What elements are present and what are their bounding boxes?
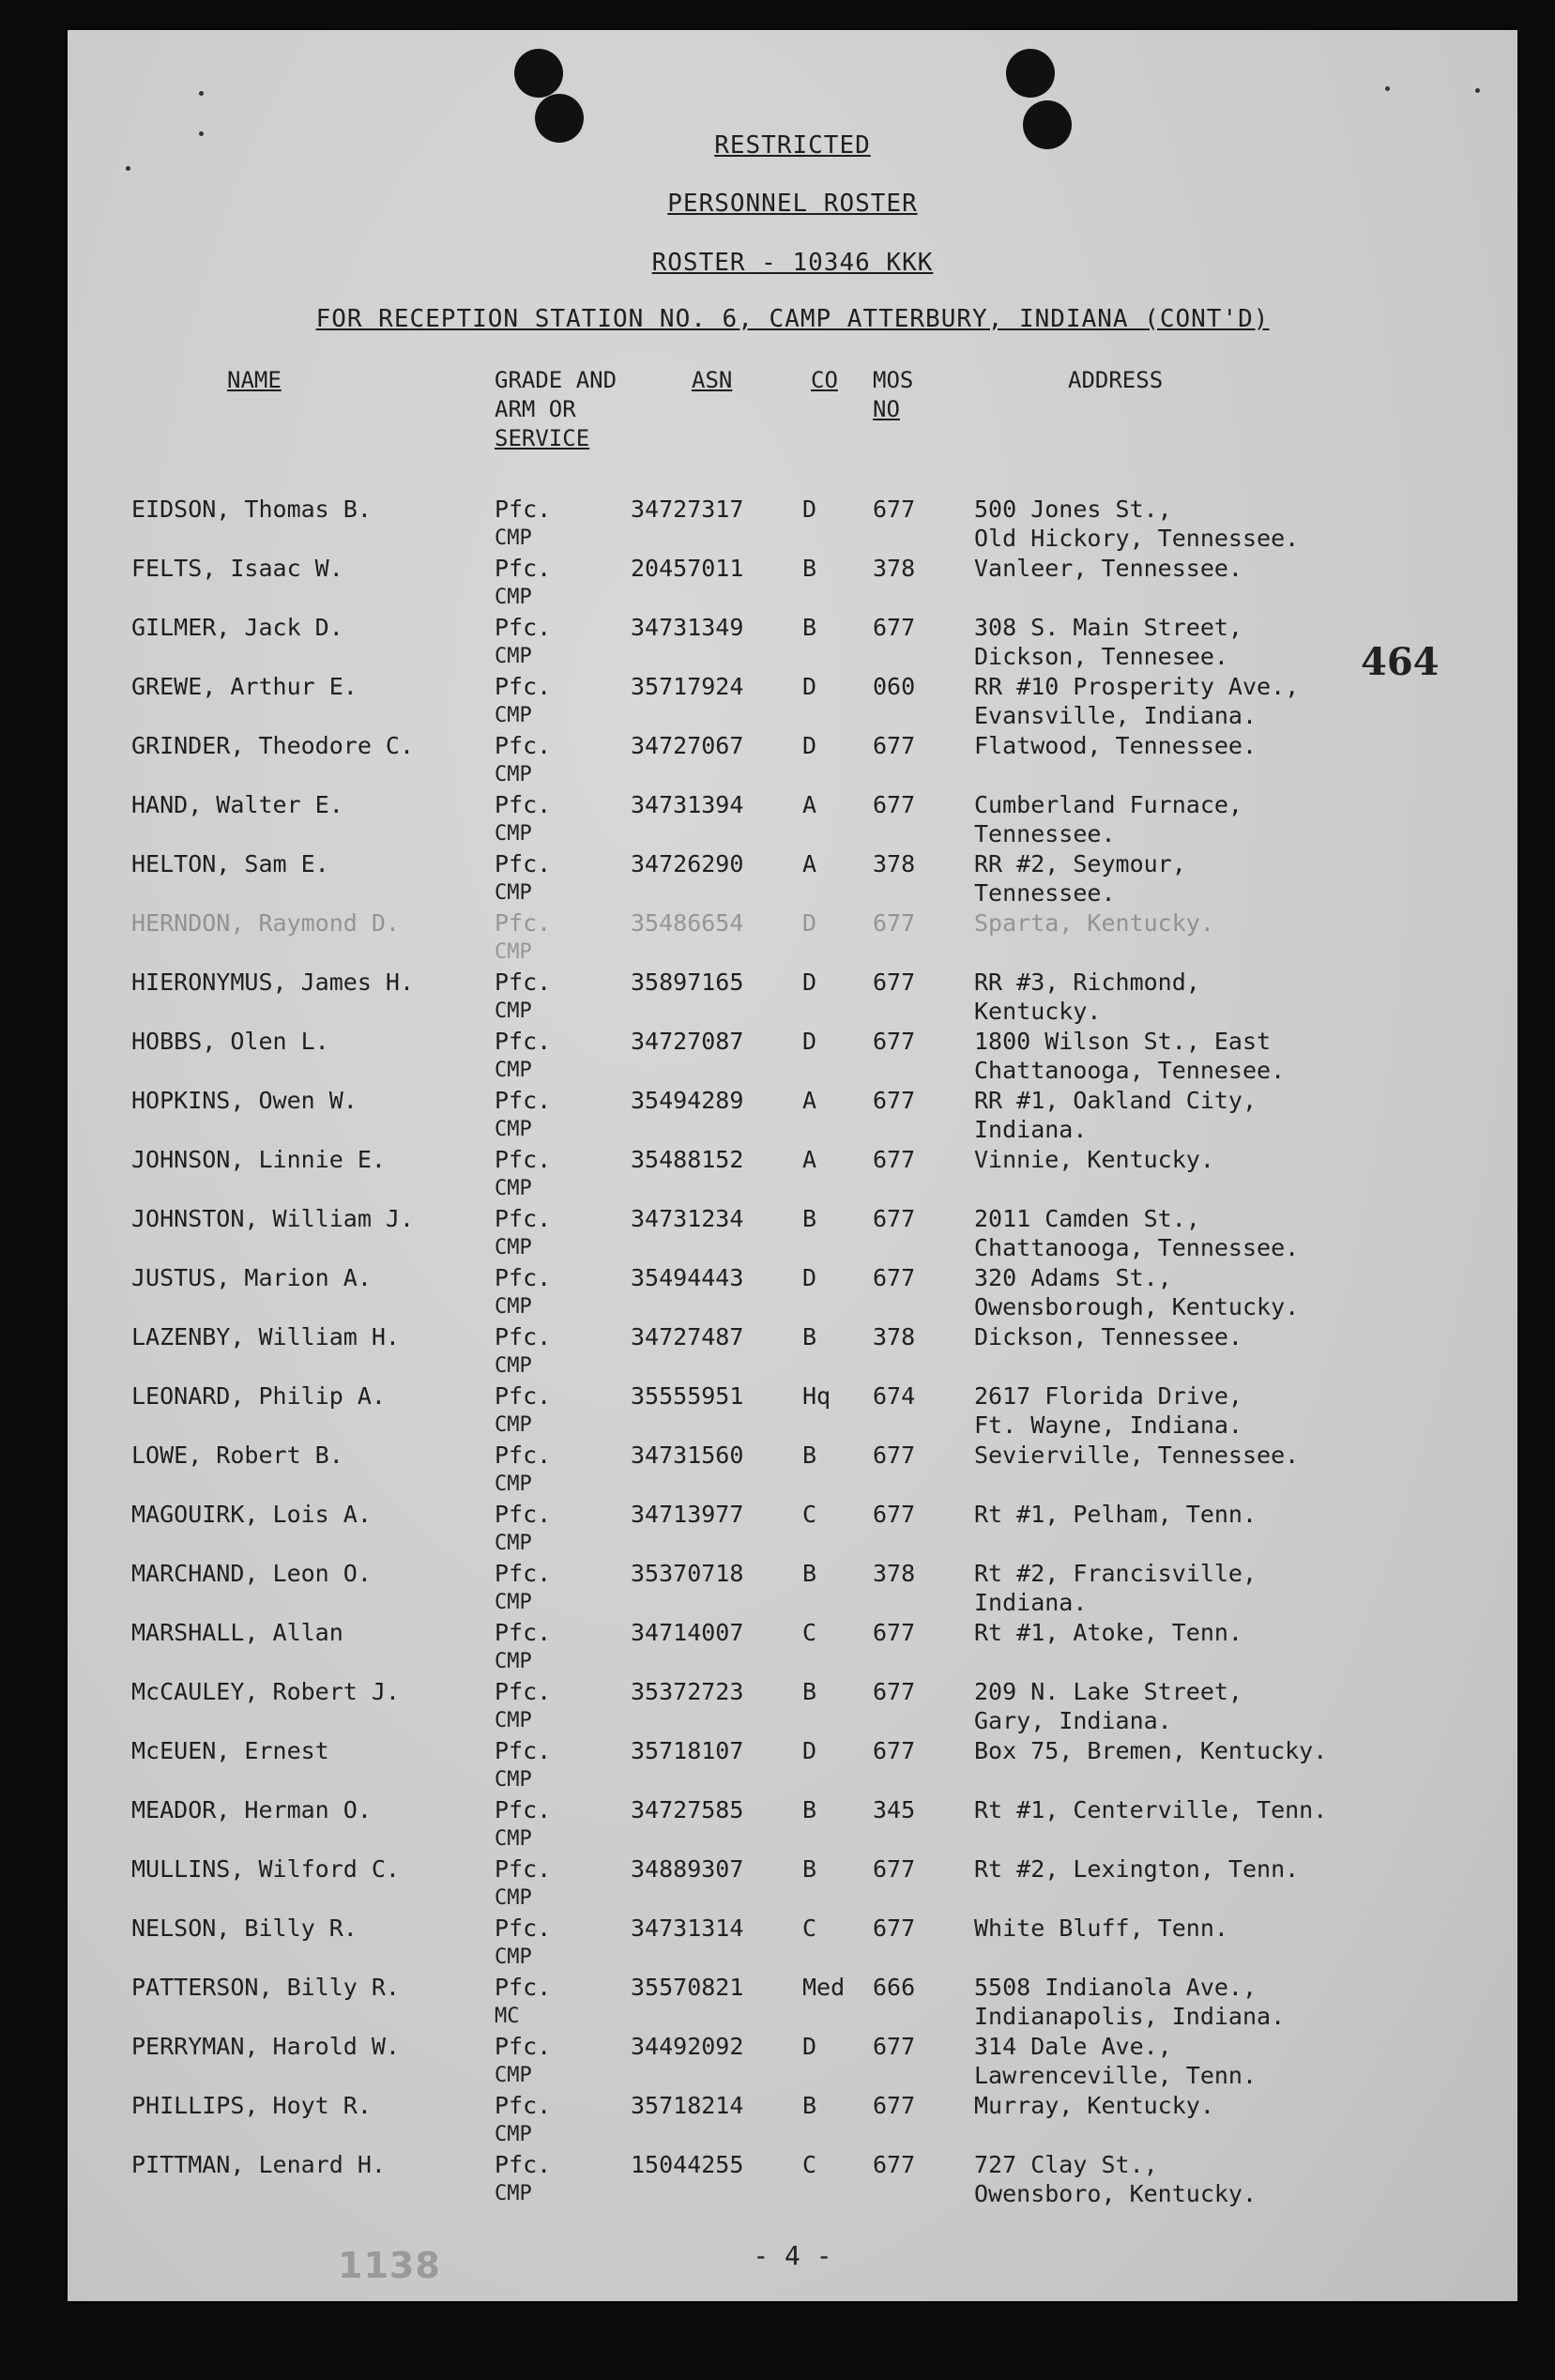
grade: Pfc. xyxy=(495,1974,552,2001)
col-grade-line2: ARM OR xyxy=(495,396,576,422)
address-line-1: Rt #1, Pelham, Tenn. xyxy=(974,1501,1258,1528)
arm-or-service: CMP xyxy=(495,1768,532,1792)
serial-number: 34726290 xyxy=(631,850,744,877)
person-name: JUSTUS, Marion A. xyxy=(131,1264,372,1291)
person-name: HOBBS, Olen L. xyxy=(131,1028,329,1055)
address-line-2: Old Hickory, Tennessee. xyxy=(974,525,1300,552)
grade: Pfc. xyxy=(495,1087,552,1114)
arm-or-service: CMP xyxy=(495,763,532,786)
arm-or-service: CMP xyxy=(495,2182,532,2205)
person-name: FELTS, Isaac W. xyxy=(131,555,343,582)
address-line-1: 209 N. Lake Street, xyxy=(974,1678,1242,1705)
company: D xyxy=(802,496,817,523)
address-line-1: 5508 Indianola Ave., xyxy=(974,1974,1258,2001)
roster-row xyxy=(68,1559,1517,1618)
mos-number: 674 xyxy=(873,1382,916,1410)
grade: Pfc. xyxy=(495,496,552,523)
roster-row xyxy=(68,731,1517,790)
mos-number: 677 xyxy=(873,1915,916,1942)
arm-or-service: CMP xyxy=(495,2123,532,2146)
mos-number: 677 xyxy=(873,1146,916,1173)
address-line-2: Ft. Wayne, Indiana. xyxy=(974,1411,1242,1439)
serial-number: 34714007 xyxy=(631,1619,744,1646)
address-line-1: 2617 Florida Drive, xyxy=(974,1382,1242,1410)
person-name: EIDSON, Thomas B. xyxy=(131,496,372,523)
mos-number: 378 xyxy=(873,1323,916,1350)
arm-or-service: CMP xyxy=(495,1354,532,1378)
person-name: PATTERSON, Billy R. xyxy=(131,1974,400,2001)
grade: Pfc. xyxy=(495,850,552,877)
address-line-2: Lawrenceville, Tenn. xyxy=(974,2062,1258,2089)
grade: Pfc. xyxy=(495,1146,552,1173)
address-line-1: Murray, Kentucky. xyxy=(974,2092,1214,2119)
mos-number: 677 xyxy=(873,1028,916,1055)
serial-number: 35494289 xyxy=(631,1087,744,1114)
address-line-1: Box 75, Bremen, Kentucky. xyxy=(974,1737,1328,1764)
serial-number: 35494443 xyxy=(631,1264,744,1291)
stamp-number: 464 xyxy=(1361,640,1440,684)
grade: Pfc. xyxy=(495,1560,552,1587)
company: D xyxy=(802,1264,817,1291)
arm-or-service: CMP xyxy=(495,1591,532,1614)
roster-row xyxy=(68,2032,1517,2091)
serial-number: 34731314 xyxy=(631,1915,744,1942)
grade: Pfc. xyxy=(495,2151,552,2178)
company: A xyxy=(802,850,817,877)
company: D xyxy=(802,732,817,759)
grade: Pfc. xyxy=(495,1382,552,1410)
company: B xyxy=(802,1796,817,1823)
arm-or-service: CMP xyxy=(495,2064,532,2087)
mos-number: 677 xyxy=(873,1442,916,1469)
address-line-1: RR #10 Prosperity Ave., xyxy=(974,673,1300,700)
mos-number: 345 xyxy=(873,1796,916,1823)
company: A xyxy=(802,1146,817,1173)
company: B xyxy=(802,1205,817,1232)
grade: Pfc. xyxy=(495,1501,552,1528)
company: D xyxy=(802,909,817,937)
arm-or-service: CMP xyxy=(495,704,532,727)
person-name: HOPKINS, Owen W. xyxy=(131,1087,358,1114)
person-name: McCAULEY, Robert J. xyxy=(131,1678,400,1705)
grade: Pfc. xyxy=(495,732,552,759)
company: B xyxy=(802,1855,817,1883)
company: D xyxy=(802,2033,817,2060)
roster-row xyxy=(68,1914,1517,1973)
arm-or-service: CMP xyxy=(495,526,532,550)
address-line-1: Dickson, Tennessee. xyxy=(974,1323,1242,1350)
mos-number: 677 xyxy=(873,969,916,996)
col-co: CO xyxy=(811,367,838,393)
serial-number: 34727487 xyxy=(631,1323,744,1350)
serial-number: 35486654 xyxy=(631,909,744,937)
person-name: JOHNSTON, William J. xyxy=(131,1205,415,1232)
company: B xyxy=(802,1323,817,1350)
address-line-2: Owensboro, Kentucky. xyxy=(974,2180,1258,2207)
person-name: GRINDER, Theodore C. xyxy=(131,732,415,759)
mos-number: 677 xyxy=(873,2033,916,2060)
person-name: LOWE, Robert B. xyxy=(131,1442,343,1469)
col-asn: ASN xyxy=(692,367,733,393)
grade: Pfc. xyxy=(495,1915,552,1942)
roster-row xyxy=(68,495,1517,554)
address-line-1: Rt #2, Lexington, Tenn. xyxy=(974,1855,1300,1883)
person-name: PHILLIPS, Hoyt R. xyxy=(131,2092,372,2119)
company: A xyxy=(802,1087,817,1114)
mos-number: 378 xyxy=(873,1560,916,1587)
station-title: FOR RECEPTION STATION NO. 6, CAMP ATTERBURY, INDIANA (CONT'D) xyxy=(315,305,1270,333)
address-line-2: Dickson, Tennesee. xyxy=(974,643,1228,670)
address-line-1: Sevierville, Tennessee. xyxy=(974,1442,1300,1469)
roster-row xyxy=(68,1441,1517,1500)
company: C xyxy=(802,1501,817,1528)
address-line-2: Indianapolis, Indiana. xyxy=(974,2003,1286,2030)
roster-row xyxy=(68,2091,1517,2150)
address-line-2: Indiana. xyxy=(974,1589,1088,1616)
company: C xyxy=(802,2151,817,2178)
address-line-1: RR #1, Oakland City, xyxy=(974,1087,1258,1114)
person-name: HAND, Walter E. xyxy=(131,791,343,818)
grade: Pfc. xyxy=(495,1264,552,1291)
arm-or-service: CMP xyxy=(495,1650,532,1673)
serial-number: 35718107 xyxy=(631,1737,744,1764)
roster-row xyxy=(68,1973,1517,2032)
company: D xyxy=(802,1737,817,1764)
grade: Pfc. xyxy=(495,614,552,641)
col-grade-line1: GRADE AND xyxy=(495,367,617,393)
arm-or-service: MC xyxy=(495,2005,520,2028)
address-line-1: 2011 Camden St., xyxy=(974,1205,1200,1232)
grade: Pfc. xyxy=(495,1796,552,1823)
company: A xyxy=(802,791,817,818)
serial-number: 34727067 xyxy=(631,732,744,759)
roster-row xyxy=(68,613,1517,672)
arm-or-service: CMP xyxy=(495,1236,532,1259)
company: D xyxy=(802,969,817,996)
address-line-1: 320 Adams St., xyxy=(974,1264,1172,1291)
address-line-1: 314 Dale Ave., xyxy=(974,2033,1172,2060)
grade: Pfc. xyxy=(495,1737,552,1764)
mos-number: 677 xyxy=(873,2092,916,2119)
company: B xyxy=(802,2092,817,2119)
address-line-2: Tennessee. xyxy=(974,879,1116,907)
serial-number: 15044255 xyxy=(631,2151,744,2178)
arm-or-service: CMP xyxy=(495,1177,532,1200)
col-grade xyxy=(495,366,617,453)
arm-or-service: CMP xyxy=(495,1886,532,1910)
speck xyxy=(126,166,130,171)
classification-marking: RESTRICTED xyxy=(714,131,871,160)
address-line-1: 500 Jones St., xyxy=(974,496,1172,523)
arm-or-service: CMP xyxy=(495,822,532,846)
punch-hole-right-top xyxy=(1006,49,1055,98)
arm-or-service: CMP xyxy=(495,1295,532,1319)
person-name: HIERONYMUS, James H. xyxy=(131,969,415,996)
address-line-2: Gary, Indiana. xyxy=(974,1707,1172,1734)
company: Med xyxy=(802,1974,846,2001)
arm-or-service: CMP xyxy=(495,1059,532,1082)
roster-number: ROSTER - 10346 KKK xyxy=(651,249,934,277)
serial-number: 34727317 xyxy=(631,496,744,523)
serial-number: 34731560 xyxy=(631,1442,744,1469)
person-name: MEADOR, Herman O. xyxy=(131,1796,372,1823)
grade: Pfc. xyxy=(495,909,552,937)
person-name: MARCHAND, Leon O. xyxy=(131,1560,372,1587)
address-line-1: 308 S. Main Street, xyxy=(974,614,1242,641)
company: D xyxy=(802,1028,817,1055)
arm-or-service: CMP xyxy=(495,881,532,905)
address-line-1: Rt #2, Francisville, xyxy=(974,1560,1258,1587)
person-name: GREWE, Arthur E. xyxy=(131,673,358,700)
grade: Pfc. xyxy=(495,2033,552,2060)
person-name: HELTON, Sam E. xyxy=(131,850,329,877)
roster-page xyxy=(68,30,1517,2301)
address-line-1: Cumberland Furnace, xyxy=(974,791,1242,818)
mos-number: 677 xyxy=(873,614,916,641)
serial-number: 35555951 xyxy=(631,1382,744,1410)
address-line-2: Chattanooga, Tennessee. xyxy=(974,1234,1300,1261)
speck xyxy=(1385,86,1390,91)
speck xyxy=(1475,88,1480,93)
address-line-2: Chattanooga, Tennesee. xyxy=(974,1057,1286,1084)
arm-or-service: CMP xyxy=(495,1709,532,1732)
punch-hole-left-top xyxy=(514,49,563,98)
serial-number: 20457011 xyxy=(631,555,744,582)
serial-number: 34731349 xyxy=(631,614,744,641)
arm-or-service: CMP xyxy=(495,1472,532,1496)
company: B xyxy=(802,1442,817,1469)
serial-number: 34713977 xyxy=(631,1501,744,1528)
company: C xyxy=(802,1619,817,1646)
arm-or-service: CMP xyxy=(495,1413,532,1437)
person-name: MULLINS, Wilford C. xyxy=(131,1855,400,1883)
person-name: McEUEN, Ernest xyxy=(131,1737,329,1764)
serial-number: 35370718 xyxy=(631,1560,744,1587)
roster-row xyxy=(68,849,1517,908)
serial-number: 34889307 xyxy=(631,1855,744,1883)
speck xyxy=(199,91,204,96)
serial-number: 34731234 xyxy=(631,1205,744,1232)
serial-number: 34731394 xyxy=(631,791,744,818)
roster-row xyxy=(68,1736,1517,1795)
address-line-1: Rt #1, Atoke, Tenn. xyxy=(974,1619,1242,1646)
roster-row xyxy=(68,1618,1517,1677)
roster-row xyxy=(68,1795,1517,1854)
person-name: HERNDON, Raymond D. xyxy=(131,909,400,937)
roster-row xyxy=(68,1854,1517,1914)
roster-row xyxy=(68,1027,1517,1086)
serial-number: 35488152 xyxy=(631,1146,744,1173)
roster-row xyxy=(68,1500,1517,1559)
address-line-1: Vinnie, Kentucky. xyxy=(974,1146,1214,1173)
roster-row xyxy=(68,790,1517,849)
mos-number: 677 xyxy=(873,1264,916,1291)
mos-number: 677 xyxy=(873,1087,916,1114)
address-line-2: Evansville, Indiana. xyxy=(974,702,1258,729)
page-number: - 4 - xyxy=(753,2240,832,2271)
col-grade-line3: SERVICE xyxy=(495,425,590,451)
serial-number: 34727585 xyxy=(631,1796,744,1823)
address-line-2: Kentucky. xyxy=(974,998,1102,1025)
mos-number: 677 xyxy=(873,1855,916,1883)
person-name: LEONARD, Philip A. xyxy=(131,1382,386,1410)
grade: Pfc. xyxy=(495,555,552,582)
grade: Pfc. xyxy=(495,791,552,818)
address-line-1: Flatwood, Tennessee. xyxy=(974,732,1258,759)
roster-row xyxy=(68,672,1517,731)
arm-or-service: CMP xyxy=(495,1118,532,1141)
mos-number: 677 xyxy=(873,791,916,818)
mos-number: 677 xyxy=(873,1737,916,1764)
serial-number: 35897165 xyxy=(631,969,744,996)
grade: Pfc. xyxy=(495,2092,552,2119)
serial-number: 35372723 xyxy=(631,1678,744,1705)
mos-number: 378 xyxy=(873,555,916,582)
company: B xyxy=(802,1678,817,1705)
serial-number: 34727087 xyxy=(631,1028,744,1055)
mos-number: 677 xyxy=(873,732,916,759)
company: B xyxy=(802,1560,817,1587)
address-line-1: Vanleer, Tennessee. xyxy=(974,555,1242,582)
mos-number: 677 xyxy=(873,496,916,523)
serial-number: 35717924 xyxy=(631,673,744,700)
address-line-1: Sparta, Kentucky. xyxy=(974,909,1214,937)
roster-row xyxy=(68,1322,1517,1381)
mos-number: 677 xyxy=(873,1501,916,1528)
arm-or-service: CMP xyxy=(495,586,532,609)
arm-or-service: CMP xyxy=(495,1827,532,1851)
serial-number: 35570821 xyxy=(631,1974,744,2001)
mos-number: 060 xyxy=(873,673,916,700)
company: Hq xyxy=(802,1382,831,1410)
person-name: JOHNSON, Linnie E. xyxy=(131,1146,386,1173)
person-name: LAZENBY, William H. xyxy=(131,1323,400,1350)
person-name: PERRYMAN, Harold W. xyxy=(131,2033,400,2060)
person-name: NELSON, Billy R. xyxy=(131,1915,358,1942)
col-address: ADDRESS xyxy=(1068,367,1164,393)
company: C xyxy=(802,1915,817,1942)
arm-or-service: CMP xyxy=(495,1945,532,1969)
grade: Pfc. xyxy=(495,1619,552,1646)
company: B xyxy=(802,555,817,582)
roster-row xyxy=(68,1086,1517,1145)
mos-number: 677 xyxy=(873,1205,916,1232)
roster-row xyxy=(68,2150,1517,2209)
col-mos-line1: MOS xyxy=(873,367,914,393)
mos-number: 677 xyxy=(873,1619,916,1646)
mos-number: 378 xyxy=(873,850,916,877)
person-name: MARSHALL, Allan xyxy=(131,1619,343,1646)
arm-or-service: CMP xyxy=(495,1532,532,1555)
mos-number: 666 xyxy=(873,1974,916,2001)
arm-or-service: CMP xyxy=(495,645,532,668)
document-title: PERSONNEL ROSTER xyxy=(667,190,918,218)
person-name: MAGOUIRK, Lois A. xyxy=(131,1501,372,1528)
roster-row xyxy=(68,1381,1517,1441)
address-line-1: RR #3, Richmond, xyxy=(974,969,1200,996)
grade: Pfc. xyxy=(495,1028,552,1055)
arm-or-service: CMP xyxy=(495,940,532,964)
roster-row xyxy=(68,908,1517,968)
grade: Pfc. xyxy=(495,1442,552,1469)
col-name: NAME xyxy=(227,367,282,393)
grade: Pfc. xyxy=(495,1678,552,1705)
grade: Pfc. xyxy=(495,1855,552,1883)
roster-row xyxy=(68,1145,1517,1204)
arm-or-service: CMP xyxy=(495,999,532,1023)
grade: Pfc. xyxy=(495,1323,552,1350)
address-line-2: Indiana. xyxy=(974,1116,1088,1143)
address-line-1: 1800 Wilson St., East xyxy=(974,1028,1272,1055)
address-line-2: Tennessee. xyxy=(974,820,1116,847)
serial-number: 35718214 xyxy=(631,2092,744,2119)
person-name: GILMER, Jack D. xyxy=(131,614,343,641)
company: D xyxy=(802,673,817,700)
address-line-2: Owensborough, Kentucky. xyxy=(974,1293,1300,1320)
address-line-1: RR #2, Seymour, xyxy=(974,850,1186,877)
col-mos-line2: NO xyxy=(873,396,900,422)
grade: Pfc. xyxy=(495,969,552,996)
person-name: PITTMAN, Lenard H. xyxy=(131,2151,386,2178)
roster-row xyxy=(68,968,1517,1027)
roster-row xyxy=(68,1263,1517,1322)
col-mos xyxy=(873,366,913,424)
company: B xyxy=(802,614,817,641)
folio-number: 1138 xyxy=(338,2245,441,2286)
serial-number: 34492092 xyxy=(631,2033,744,2060)
mos-number: 677 xyxy=(873,1678,916,1705)
address-line-1: 727 Clay St., xyxy=(974,2151,1158,2178)
roster-row xyxy=(68,554,1517,613)
roster-row xyxy=(68,1677,1517,1736)
address-line-1: Rt #1, Centerville, Tenn. xyxy=(974,1796,1328,1823)
roster-row xyxy=(68,1204,1517,1263)
grade: Pfc. xyxy=(495,1205,552,1232)
grade: Pfc. xyxy=(495,673,552,700)
mos-number: 677 xyxy=(873,909,916,937)
mos-number: 677 xyxy=(873,2151,916,2178)
address-line-1: White Bluff, Tenn. xyxy=(974,1915,1228,1942)
